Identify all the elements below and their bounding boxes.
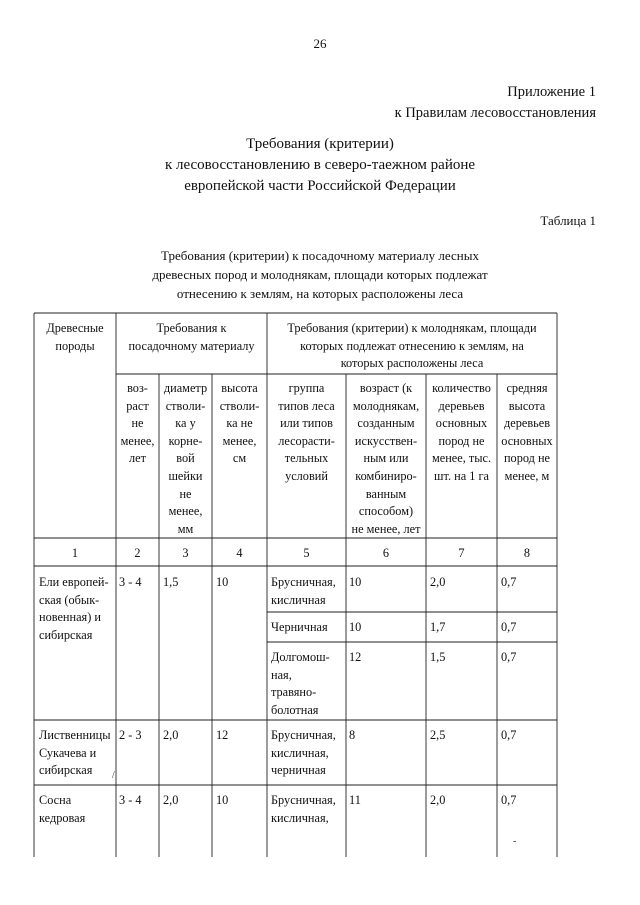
header-planting-material [118, 320, 265, 355]
avg-height-cell: 0,7 [501, 650, 517, 664]
column-number: 4 [236, 546, 243, 560]
header-diameter-text: диаметр ствoли- ка у корне- вой шейки не менее, мм [163, 381, 208, 536]
header-young-age-text: возраст (к молоднякам, созданным искусствен- ным или комбиниро- ванным способом) не менее, лет [351, 381, 421, 536]
avg-height-cell: 0,7 [501, 793, 517, 807]
tree-count-cell: 2,0 [430, 575, 446, 589]
title-line-1: Требования (критерии) [246, 136, 394, 152]
avg-height-cell: 0,7 [501, 620, 517, 634]
header-young-stands [269, 320, 555, 373]
species-cell: Лиственницы Сукачева и сибирская [39, 728, 111, 778]
column-number: 7 [458, 546, 465, 560]
header-avg-height [497, 380, 557, 486]
height-cell: 12 [216, 728, 229, 742]
young-age-cell: 10 [349, 575, 362, 589]
header-height [212, 380, 267, 468]
header-tree-count-text: количество деревьев основных пород не менее, тыс. шт. на 1 га [431, 381, 492, 483]
title-line-2: к лесовосстановлению в северо-таежном районе [164, 157, 476, 173]
header-height-text: высота ствoли- ка не менее, см [219, 381, 260, 466]
header-species-text: Древесные породы [46, 321, 104, 353]
appendix-line-2: к Правилам лесовосстановления [394, 105, 596, 121]
young-age-cell: 8 [349, 728, 356, 742]
diameter-cell: 2,0 [163, 728, 179, 742]
age-cell: 2 - 3 [119, 728, 142, 742]
header-avg-height-text: средняя высота деревьев основных пород не менее, м [501, 381, 553, 483]
young-age-cell: 11 [349, 793, 361, 807]
header-planting-text: Требования к посадочному материалу [128, 321, 255, 353]
forest-type-cell: Черничная [271, 620, 328, 634]
column-number: 1 [71, 546, 79, 560]
species-cell: Ели европей- ская (обык- новенная) и сибирская [39, 575, 109, 642]
scan-artifact: / [112, 770, 115, 781]
avg-height-cell: 0,7 [501, 728, 517, 742]
column-number: 8 [523, 546, 531, 560]
page-number: 26 [313, 36, 327, 51]
forest-type-cell: Брусничная, кисличная, черничная [271, 728, 336, 778]
header-species [36, 320, 114, 355]
forest-type-cell: Брусничная, кисличная [271, 575, 336, 607]
header-age [116, 380, 159, 468]
young-age-cell: 10 [349, 620, 362, 634]
header-young-text: Требования (критерии) к молоднякам, площади которых подлежат отнесению к землям, на которых расположены леса [287, 321, 537, 371]
caption-line-3: отнесению к землям, на которых расположены леса [176, 286, 464, 301]
diameter-cell: 2,0 [163, 793, 179, 807]
diameter-cell: 1,5 [163, 575, 179, 589]
height-cell: 10 [216, 793, 229, 807]
header-tree-count [426, 380, 497, 486]
caption-line-1: Требования (критерии) к посадочному материалу лесных [161, 248, 479, 263]
header-diameter [159, 380, 212, 538]
forest-type-cell: Долгомош- ная, травяно- болотная [271, 650, 330, 717]
avg-height-cell: 0,7 [501, 575, 517, 589]
scan-artifact: - [513, 836, 517, 847]
tree-count-cell: 2,5 [430, 728, 446, 742]
table-caption [120, 246, 520, 303]
title-line-3: европейской части Российской Федерации [184, 178, 456, 194]
document-title [0, 134, 640, 197]
header-age-text: воз- раст не менее, лет [120, 381, 155, 466]
column-number: 6 [382, 546, 390, 560]
tree-count-cell: 1,5 [430, 650, 446, 664]
appendix-note [395, 82, 596, 124]
table-label: Таблица 1 [540, 213, 596, 228]
tree-count-cell: 1,7 [430, 620, 446, 634]
young-age-cell: 12 [349, 650, 362, 664]
caption-line-2: древесных пород и молоднякам, площади которых подлежат [152, 267, 488, 282]
header-young-age [346, 380, 426, 538]
header-forest-type [267, 380, 346, 486]
column-number: 3 [182, 546, 189, 560]
age-cell: 3 - 4 [119, 575, 142, 589]
header-forest-type-text: группа типов леса или типов лесорасти- тельных условий [278, 381, 335, 483]
species-cell: Сосна кедровая [39, 793, 86, 825]
height-cell: 10 [216, 575, 229, 589]
column-number: 5 [303, 546, 310, 560]
age-cell: 3 - 4 [119, 793, 142, 807]
column-number: 2 [134, 546, 141, 560]
forest-type-cell: Брусничная, кисличная, [271, 793, 336, 825]
tree-count-cell: 2,0 [430, 793, 446, 807]
appendix-line-1: Приложение 1 [507, 84, 596, 100]
